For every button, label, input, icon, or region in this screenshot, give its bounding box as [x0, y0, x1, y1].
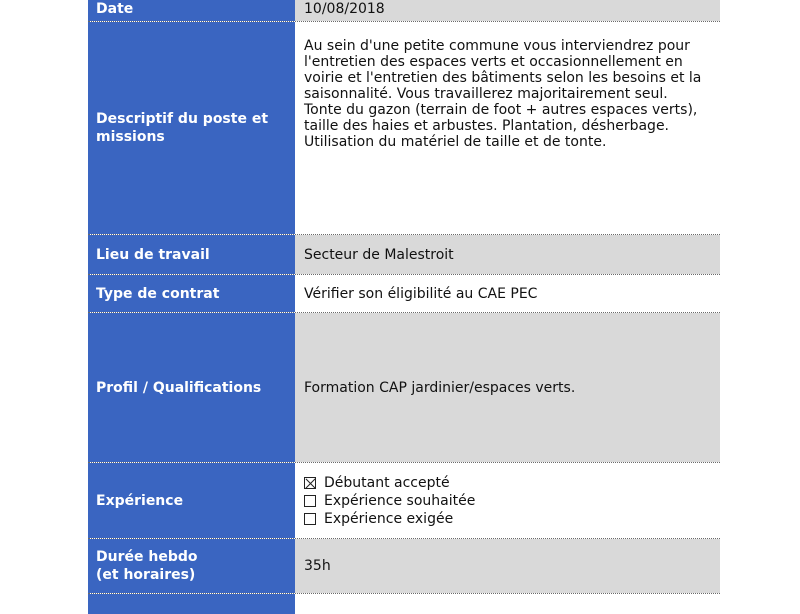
label-next-partial	[88, 594, 295, 614]
checkbox-label: Expérience exigée	[324, 510, 454, 527]
label-date: Date	[88, 0, 295, 21]
value-experience	[295, 463, 720, 538]
description-paragraph: Au sein d'une petite commune vous interviendrez pour l'entretien des espaces verts et occasionnellement en voirie et l'entretien des bâtiments selon les besoins et la saisonnalité. Vous travaillerez majoritairement seul.	[304, 38, 702, 102]
value-date: 10/08/2018	[295, 0, 720, 21]
value-lieu: Secteur de Malestroit	[295, 235, 720, 274]
value-profil: Formation CAP jardinier/espaces verts.	[295, 313, 720, 462]
experience-option-debutant[interactable]	[304, 474, 475, 492]
label-experience: Expérience	[88, 463, 295, 538]
label-profil: Profil / Qualifications	[88, 313, 295, 462]
value-duree: 35h	[295, 539, 720, 593]
job-offer-table	[88, 0, 720, 614]
row-description	[88, 22, 720, 235]
experience-option-souhaitee[interactable]	[304, 492, 475, 510]
checkbox-icon[interactable]	[304, 513, 316, 525]
checkbox-icon[interactable]	[304, 477, 316, 489]
description-paragraph: Tonte du gazon (terrain de foot + autres espaces verts), taille des haies et arbustes. Plantation, désherbage. Utilisation du matériel de taille et de tonte.	[304, 102, 698, 150]
row-experience	[88, 463, 720, 539]
checkbox-label: Débutant accepté	[324, 474, 450, 491]
row-profil	[88, 313, 720, 463]
row-type-contrat	[88, 275, 720, 313]
label-description: Descriptif du poste et missions	[88, 22, 295, 234]
value-type-contrat: Vérifier son éligibilité au CAE PEC	[295, 275, 720, 312]
checkbox-icon[interactable]	[304, 495, 316, 507]
label-duree: Durée hebdo (et horaires)	[88, 539, 295, 593]
value-next-partial	[295, 594, 720, 614]
value-description	[295, 22, 720, 234]
row-duree	[88, 539, 720, 594]
checkbox-label: Expérience souhaitée	[324, 492, 476, 509]
experience-option-exigee[interactable]	[304, 510, 475, 528]
row-date	[88, 0, 720, 22]
label-type-contrat: Type de contrat	[88, 275, 295, 312]
label-lieu: Lieu de travail	[88, 235, 295, 274]
row-lieu	[88, 235, 720, 275]
row-next-partial	[88, 594, 720, 614]
